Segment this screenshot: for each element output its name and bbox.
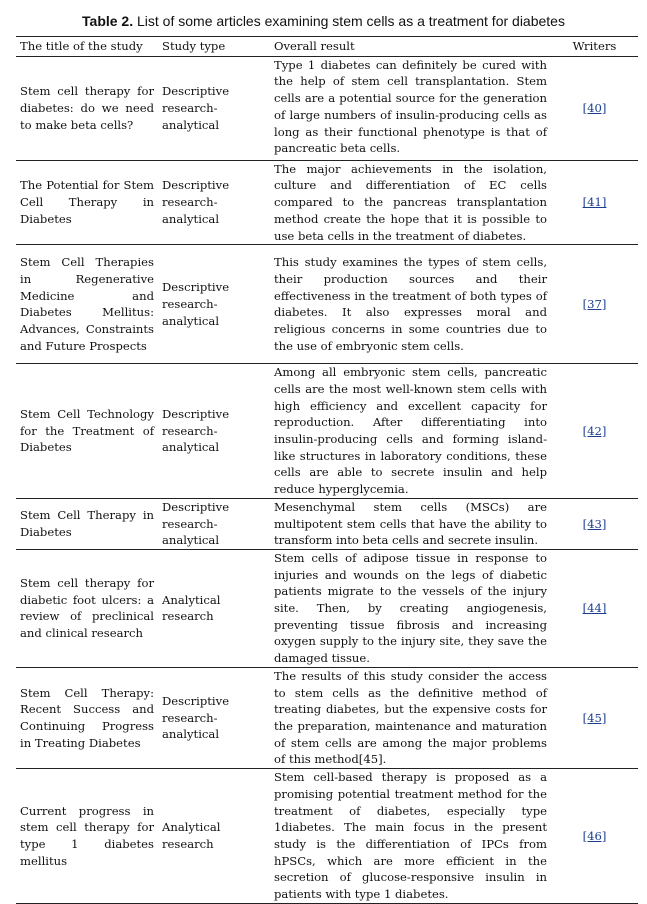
overall-result: The results of this study consider the access to stem cells as the definitive method of treating diabetes, but the expensive costs for the preparation, maintenance and maturation of stem cells are among the major problems of this method[45]. bbox=[270, 667, 551, 768]
table-row bbox=[16, 769, 638, 904]
writers-ref-link[interactable]: [37] bbox=[582, 296, 607, 311]
study-type: Descriptive research-analytical bbox=[158, 56, 270, 160]
study-type: Analytical research bbox=[158, 549, 270, 667]
study-type: Descriptive research-analytical bbox=[158, 498, 270, 549]
overall-result: Mesenchymal stem cells (MSCs) are multipotent stem cells that have the ability to transform into beta cells and secrete insulin. bbox=[270, 498, 551, 549]
study-title: Stem Cell Therapy in Diabetes bbox=[16, 498, 158, 549]
table-row bbox=[16, 549, 638, 667]
overall-result: Type 1 diabetes can definitely be cured with the help of stem cell transplantation. Stem cells are a potential source for the generation of large numbers of insulin-producing cells as long as their functional phenotype is that of pancreatic beta cells. bbox=[270, 56, 551, 160]
writers-ref-link[interactable]: [43] bbox=[582, 516, 607, 531]
overall-result: This study examines the types of stem cells, their production sources and their effectiveness in the treatment of both types of diabetes. It also expresses moral and religious concerns in some countries due to the use of embryonic stem cells. bbox=[270, 245, 551, 364]
study-type: Descriptive research-analytical bbox=[158, 364, 270, 499]
writers-ref-link[interactable]: [45] bbox=[582, 710, 607, 725]
study-title: Current progress in stem cell therapy for type 1 diabetes mellitus bbox=[16, 769, 158, 904]
study-type: Analytical research bbox=[158, 769, 270, 904]
table-caption bbox=[0, 12, 647, 30]
caption-text: List of some articles examining stem cells as a treatment for diabetes bbox=[133, 13, 565, 29]
writers-ref-link[interactable]: [41] bbox=[582, 195, 607, 210]
table-row bbox=[16, 498, 638, 549]
overall-result: The major achievements in the isolation, culture and differentiation of EC cells compared to the pancreas transplantation method create the hope that it is possible to use beta cells in the treatment of diabetes. bbox=[270, 160, 551, 245]
study-type: Descriptive research-analytical bbox=[158, 160, 270, 245]
study-title: Stem cell therapy for diabetic foot ulcers: a review of preclinical and clinical research bbox=[16, 549, 158, 667]
study-title: The Potential for Stem Cell Therapy in Diabetes bbox=[16, 160, 158, 245]
writers-ref-link[interactable]: [44] bbox=[582, 601, 607, 616]
header-result: Overall result bbox=[270, 37, 551, 57]
table-row bbox=[16, 245, 638, 364]
table-row bbox=[16, 364, 638, 499]
study-title: Stem Cell Technology for the Treatment of Diabetes bbox=[16, 364, 158, 499]
study-type: Descriptive research-analytical bbox=[158, 245, 270, 364]
study-title: Stem cell therapy for diabetes: do we need to make beta cells? bbox=[16, 56, 158, 160]
table-row bbox=[16, 56, 638, 160]
header-writers: Writers bbox=[551, 37, 638, 57]
overall-result: Stem cells of adipose tissue in response to injuries and wounds on the legs of diabetic patients migrate to the vessels of the injury site. Then, by creating angiogenesis, preventing tissue fibrosis and increasing oxygen supply to the injury site, they save the damaged tissue. bbox=[270, 549, 551, 667]
writers-ref-link[interactable]: [46] bbox=[582, 828, 607, 843]
study-title: Stem Cell Therapies in Regenerative Medicine and Diabetes Mellitus: Advances, Constraints and Future Prospects bbox=[16, 245, 158, 364]
table-row bbox=[16, 160, 638, 245]
table-label: Table 2. bbox=[82, 13, 134, 29]
table-row bbox=[16, 667, 638, 768]
writers-ref-link[interactable]: [40] bbox=[582, 100, 607, 115]
study-title: Stem Cell Therapy: Recent Success and Continuing Progress in Treating Diabetes bbox=[16, 667, 158, 768]
header-type: Study type bbox=[158, 37, 270, 57]
overall-result: Stem cell-based therapy is proposed as a promising potential treatment method for the treatment of diabetes, especially type 1diabetes. The main focus in the present study is the differentiation of IPCs from hPSCs, which are more efficient in the secretion of glucose-responsive insulin in patients with type 1 diabetes. bbox=[270, 769, 551, 904]
header-title: The title of the study bbox=[16, 37, 158, 57]
overall-result: Among all embryonic stem cells, pancreatic cells are the most well-known stem cells with high efficiency and excellent capacity for reproduction. After differentiating into insulin-producing cells and forming island-like structures in laboratory conditions, these cells are able to secrete insulin and help reduce hyperglycemia. bbox=[270, 364, 551, 499]
articles-table bbox=[16, 36, 638, 904]
study-type: Descriptive research-analytical bbox=[158, 667, 270, 768]
header-row bbox=[16, 37, 638, 57]
writers-ref-link[interactable]: [42] bbox=[582, 423, 607, 438]
